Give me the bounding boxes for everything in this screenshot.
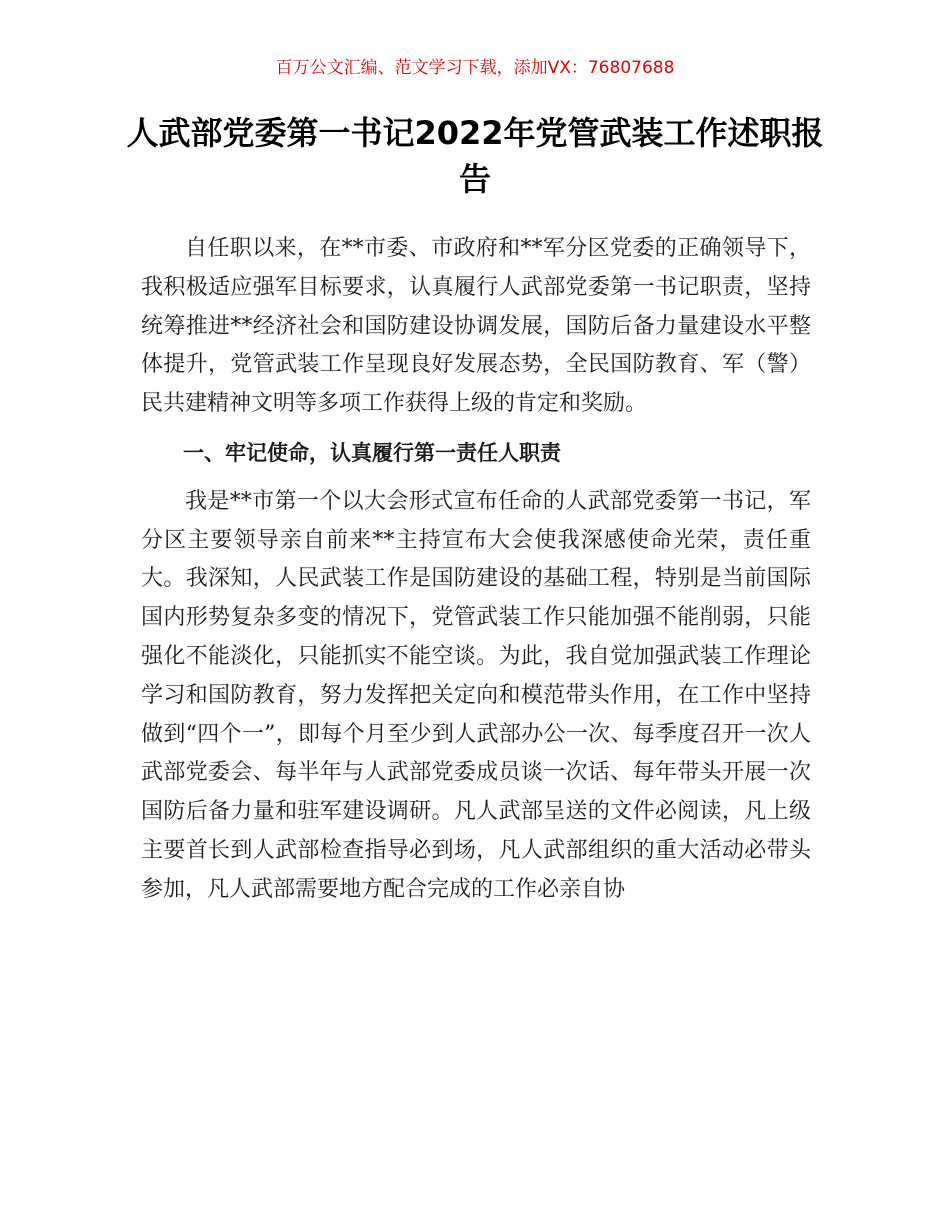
document-title: 人武部党委第一书记2022年党管武装工作述职报告 [126, 114, 824, 198]
section-heading: 一、牢记使命，认真履行第一责任人职责 [183, 440, 561, 465]
download-notice: 百万公文汇编、范文学习下载，添加VX：76807688 [275, 58, 675, 78]
document-body [141, 230, 811, 910]
section-paragraph: 我是**市第一个以大会形式宣布任命的人武部党委第一书记，军分区主要领导亲自前来**主持宣布大会使我深感使命光荣，责任重大。我深知，人民武装工作是国防建设的基础工程，特别是当前国际国内形势复杂多变的情况下，党管武装工作只能加强不能削弱，只能强化不能淡化，只能抓实不能空谈。为此，我自觉加强武装工作理论学习和国防教育，努力发挥把关定向和模范带头作用，在工作中坚持做到“四个一”，即每个月至少到人武部办公一次、每季度召开一次人武部党委会、每半年与人武部党委成员谈一次话、每年带头开展一次国防后备力量和驻军建设调研。凡人武部呈送的文件必阅读，凡上级主要首长到人武部检查指导必到场，凡人武部组织的重大活动必带头参加，凡人武部需要地方配合完成的工作必亲自协 [141, 488, 811, 902]
intro-paragraph: 自任职以来，在**市委、市政府和**军分区党委的正确领导下，我积极适应强军目标要求，认真履行人武部党委第一书记职责，坚持统筹推进**经济社会和国防建设协调发展，国防后备力量建设水平整体提升，党管武装工作呈现良好发展态势，全民国防教育、军（警）民共建精神文明等多项工作获得上级的肯定和奖励。 [141, 236, 811, 417]
